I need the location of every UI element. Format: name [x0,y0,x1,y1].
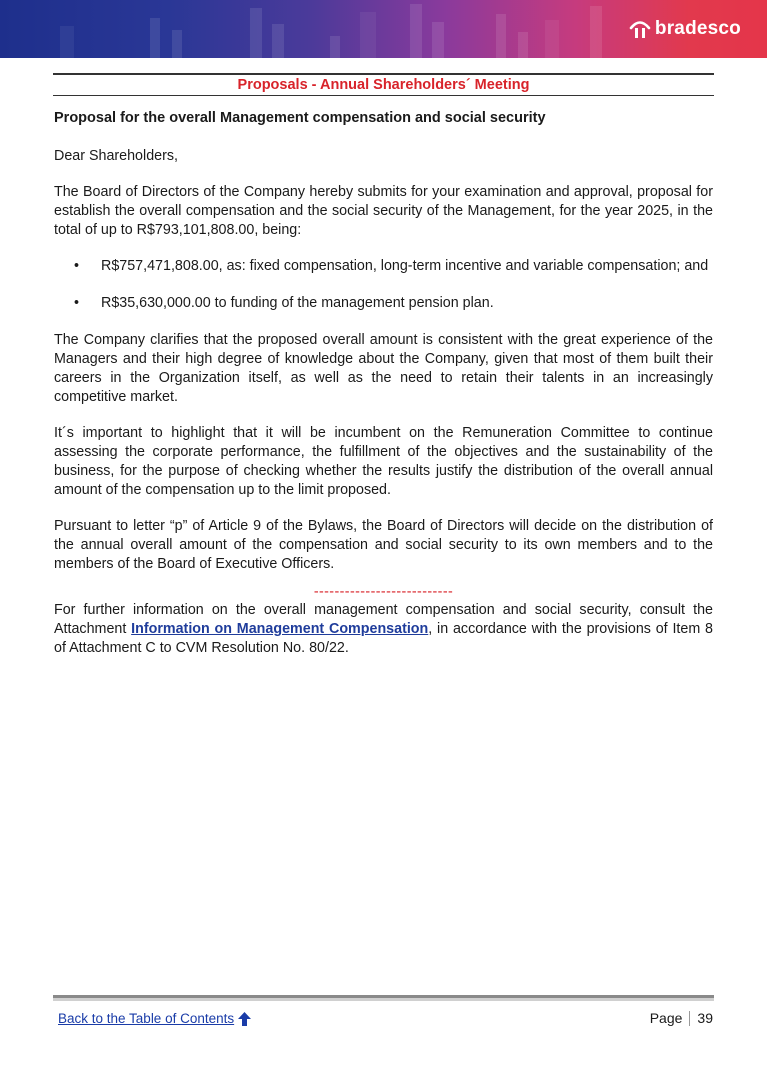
page-number: 39 [697,1010,713,1026]
footer-rule [53,995,714,1001]
further-info-prefix: For further information on the overall management compensation and social security, consult the Attachment [54,602,713,637]
section-title: Proposal for the overall Management compensation and social security [54,110,546,126]
further-info-paragraph [54,601,713,658]
list-item-text: R$757,471,808.00, as: fixed compensation, long-term incentive and variable compensation; and [101,258,709,274]
list-item [54,257,713,276]
clarification-paragraph: The Company clarifies that the proposed overall amount is consistent with the great experience of the Managers and their high degree of knowledge about the Company, given that most of them built their careers in the Organization itself, as well as the need to retain their talents in an increasingly competitive market. [54,332,713,405]
page-separator [689,1011,690,1026]
list-item-text: R$35,630,000.00 to funding of the management pension plan. [101,295,494,311]
further-info-suffix: , in accordance with the provisions of Item 8 of Attachment C to CVM Resolution No. 80/22. [54,621,713,656]
page-label: Page [649,1010,683,1026]
bradesco-logo [629,18,741,40]
header-banner [0,0,767,58]
amount-list [54,257,713,313]
committee-paragraph: It´s important to highlight that it will be incumbent on the Remuneration Committee to continue assessing the corporate performance, the fulfillment of the objectives and the sustainability of the business, for the purpose of checking whether the results justify the distribution of the overall annual amount of the compensation up to the limit proposed. [54,425,713,498]
header-rule-bottom [53,95,714,96]
management-compensation-link[interactable]: Information on Management Compensation [131,621,429,637]
page-indicator [650,1010,713,1026]
greeting: Dear Shareholders, [54,148,178,164]
intro-paragraph: The Board of Directors of the Company hereby submits for your examination and approval, proposal for establish the overall compensation and the social security of the Management, for the year 2025, in the total of up to R$793,101,808.00, being: [54,184,713,238]
header-rule-top [53,73,714,75]
page-header-title: Proposals - Annual Shareholders´ Meeting [237,77,530,93]
bradesco-logo-icon [629,18,651,40]
arrow-up-icon [238,1012,251,1026]
bullet-icon: • [74,295,80,311]
back-to-contents-link[interactable] [58,1011,251,1026]
list-item [54,294,713,313]
back-to-contents-label: Back to the Table of Contents [58,1011,235,1026]
separator-line: --------------------------- [313,584,454,600]
bylaws-paragraph: Pursuant to letter “p” of Article 9 of the Bylaws, the Board of Directors will decide on the distribution of the annual overall amount of the compensation and social security to its own members and to the members of the Board of Executive Officers. [54,518,713,572]
document-body [54,109,713,658]
bullet-icon: • [74,258,80,274]
brand-name: bradesco [654,18,741,39]
